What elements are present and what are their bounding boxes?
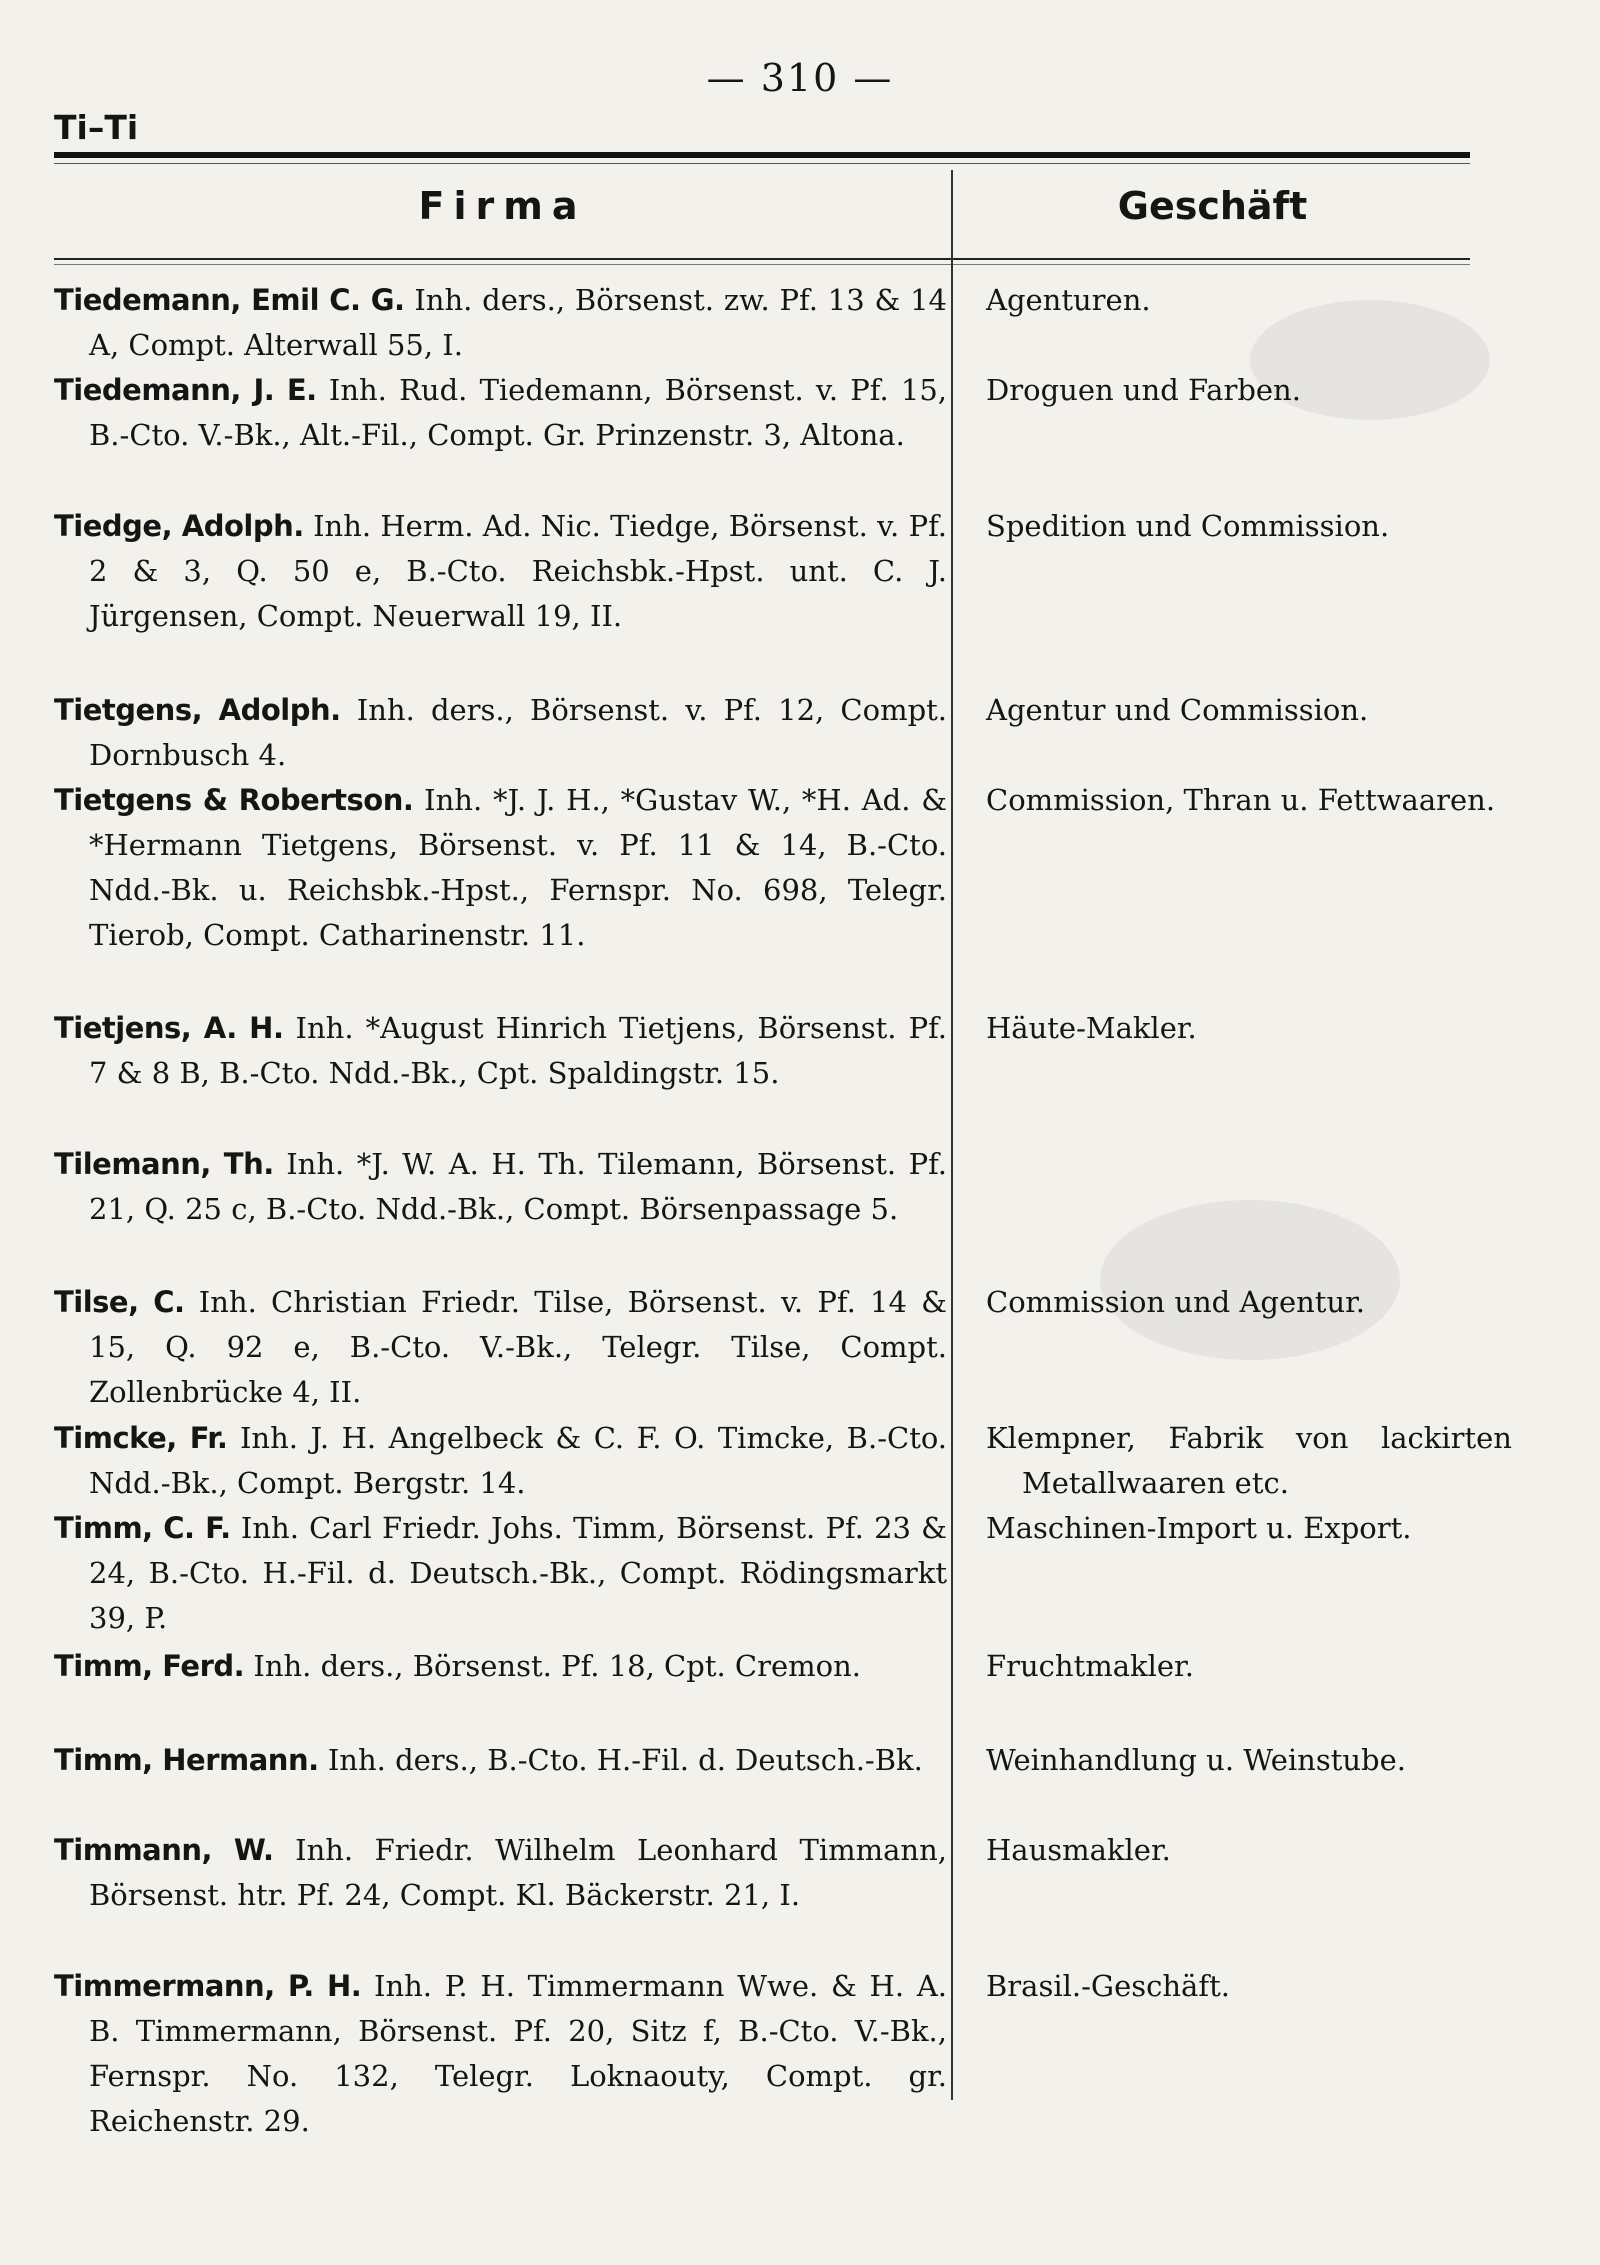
- firm-name: Timm, Ferd.: [54, 1649, 245, 1683]
- firm-cell: [54, 1738, 947, 1783]
- firm-cell: [54, 1006, 947, 1096]
- firm-cell: [54, 1828, 947, 1918]
- business-type: Hausmakler.: [986, 1833, 1171, 1867]
- business-type: Häute-Makler.: [986, 1011, 1197, 1045]
- business-type: Commission und Agentur.: [986, 1285, 1366, 1319]
- paper-smudge: [1250, 300, 1490, 420]
- firm-cell: [54, 368, 947, 458]
- header-rule-thin: [54, 264, 1470, 265]
- firm-name: Tiedemann, J. E.: [54, 373, 317, 407]
- firm-details: Inh. Christian Friedr. Tilse, Börsenst. v. Pf. 14 & 15, Q. 92 e, B.-Cto. V.-Bk., Telegr. Tilse, Compt. Zollenbrücke 4, II.: [89, 1285, 947, 1409]
- firm-name: Timm, C. F.: [54, 1511, 231, 1545]
- firm-details: Inh. J. H. Angelbeck & C. F. O. Timcke, B.-Cto. Ndd.-Bk., Compt. Bergstr. 14.: [89, 1421, 948, 1500]
- firm-cell: [54, 1506, 947, 1641]
- firm-details: Inh. ders., B.-Cto. H.-Fil. d. Deutsch.-Bk.: [327, 1743, 923, 1777]
- business-type: Fruchtmakler.: [986, 1649, 1194, 1683]
- header-rule: [54, 258, 1470, 260]
- column-header-firma: Firma: [418, 184, 587, 228]
- firm-name: Timmermann, P. H.: [54, 1969, 362, 2003]
- business-type: Spedition und Commission.: [986, 509, 1390, 543]
- firm-details: Inh. ders., Börsenst. zw. Pf. 13 & 14 A, Compt. Alterwall 55, I.: [89, 283, 948, 362]
- firm-cell: [54, 688, 947, 778]
- business-type: Commission, Thran u. Fettwaaren.: [986, 783, 1496, 817]
- firm-details: Inh. Herm. Ad. Nic. Tiedge, Börsenst. v. Pf. 2 & 3, Q. 50 e, B.-Cto. Reichsbk.-Hpst. unt. C. J. Jürgensen, Compt. Neuerwall 19, II.: [89, 509, 947, 633]
- business-type: Droguen und Farben.: [986, 373, 1301, 407]
- firm-name: Tietjens, A. H.: [54, 1011, 284, 1045]
- firm-name: Tilse, C.: [54, 1285, 185, 1319]
- business-type: Brasil.-Geschäft.: [986, 1969, 1230, 2003]
- firm-name: Tietgens, Adolph.: [54, 693, 341, 727]
- firm-cell: [54, 1280, 947, 1415]
- firm-cell: [54, 778, 947, 958]
- firm-name: Tietgens & Robertson.: [54, 783, 414, 817]
- business-type: Agentur und Commission.: [986, 693, 1369, 727]
- firm-cell: [54, 1964, 947, 2144]
- business-type: Maschinen-Import u. Export.: [986, 1511, 1412, 1545]
- page-number: — 310 —: [706, 56, 894, 100]
- firm-cell: [54, 1142, 947, 1232]
- firm-name: Timcke, Fr.: [54, 1421, 228, 1455]
- business-type: Klempner, Fabrik von lackirten Metallwaaren etc.: [986, 1421, 1512, 1500]
- top-rule: [54, 152, 1470, 158]
- firm-cell: [54, 1416, 947, 1506]
- firm-name: Tiedemann, Emil C. G.: [54, 283, 405, 317]
- business-type: Weinhandlung u. Weinstube.: [986, 1743, 1407, 1777]
- firm-name: Tilemann, Th.: [54, 1147, 274, 1181]
- firm-details: Inh. P. H. Timmermann Wwe. & H. A. B. Timmermann, Börsenst. Pf. 20, Sitz f, B.-Cto. V.-Bk., Fernspr. No. 132, Telegr. Loknaouty, Compt. gr. Reichenstr. 29.: [89, 1969, 947, 2138]
- top-rule-thin: [54, 163, 1470, 164]
- firm-details: Inh. Friedr. Wilhelm Leonhard Timmann, Börsenst. htr. Pf. 24, Compt. Kl. Bäckerstr. 21, I.: [89, 1833, 947, 1912]
- firm-name: Timm, Hermann.: [54, 1743, 319, 1777]
- firm-cell: [54, 278, 947, 368]
- firm-cell: [54, 504, 947, 639]
- firm-details: Inh. *August Hinrich Tietjens, Börsenst. Pf. 7 & 8 B, B.-Cto. Ndd.-Bk., Cpt. Spaldingstr. 15.: [89, 1011, 948, 1090]
- firm-cell: [54, 1644, 947, 1689]
- firm-details: Inh. *J. J. H., *Gustav W., *H. Ad. & *Hermann Tietgens, Börsenst. v. Pf. 11 & 14, B.-Cto. Ndd.-Bk. u. Reichsbk.-Hpst., Fernspr. No. 698, Telegr. Tierob, Compt. Catharinenstr. 11.: [89, 783, 948, 952]
- column-divider: [951, 170, 953, 2100]
- firm-name: Timmann, W.: [54, 1833, 274, 1867]
- firm-details: Inh. *J. W. A. H. Th. Tilemann, Börsenst. Pf. 21, Q. 25 c, B.-Cto. Ndd.-Bk., Compt. Börsenpassage 5.: [89, 1147, 948, 1226]
- section-heading: Ti–Ti: [54, 108, 139, 147]
- paper-smudge: [1100, 1200, 1400, 1360]
- firm-name: Tiedge, Adolph.: [54, 509, 304, 543]
- firm-details: Inh. ders., Börsenst. Pf. 18, Cpt. Cremon.: [253, 1649, 861, 1683]
- firm-details: Inh. Carl Friedr. Johs. Timm, Börsenst. Pf. 23 & 24, B.-Cto. H.-Fil. d. Deutsch.-Bk., Compt. Rödingsmarkt 39, P.: [89, 1511, 947, 1635]
- firm-details: Inh. ders., Börsenst. v. Pf. 12, Compt. Dornbusch 4.: [89, 693, 948, 772]
- firm-details: Inh. Rud. Tiedemann, Börsenst. v. Pf. 15, B.-Cto. V.-Bk., Alt.-Fil., Compt. Gr. Prinzenstr. 3, Altona.: [89, 373, 947, 452]
- business-type: Agenturen.: [986, 283, 1151, 317]
- column-header-geschaeft: Geschäft: [1117, 184, 1308, 228]
